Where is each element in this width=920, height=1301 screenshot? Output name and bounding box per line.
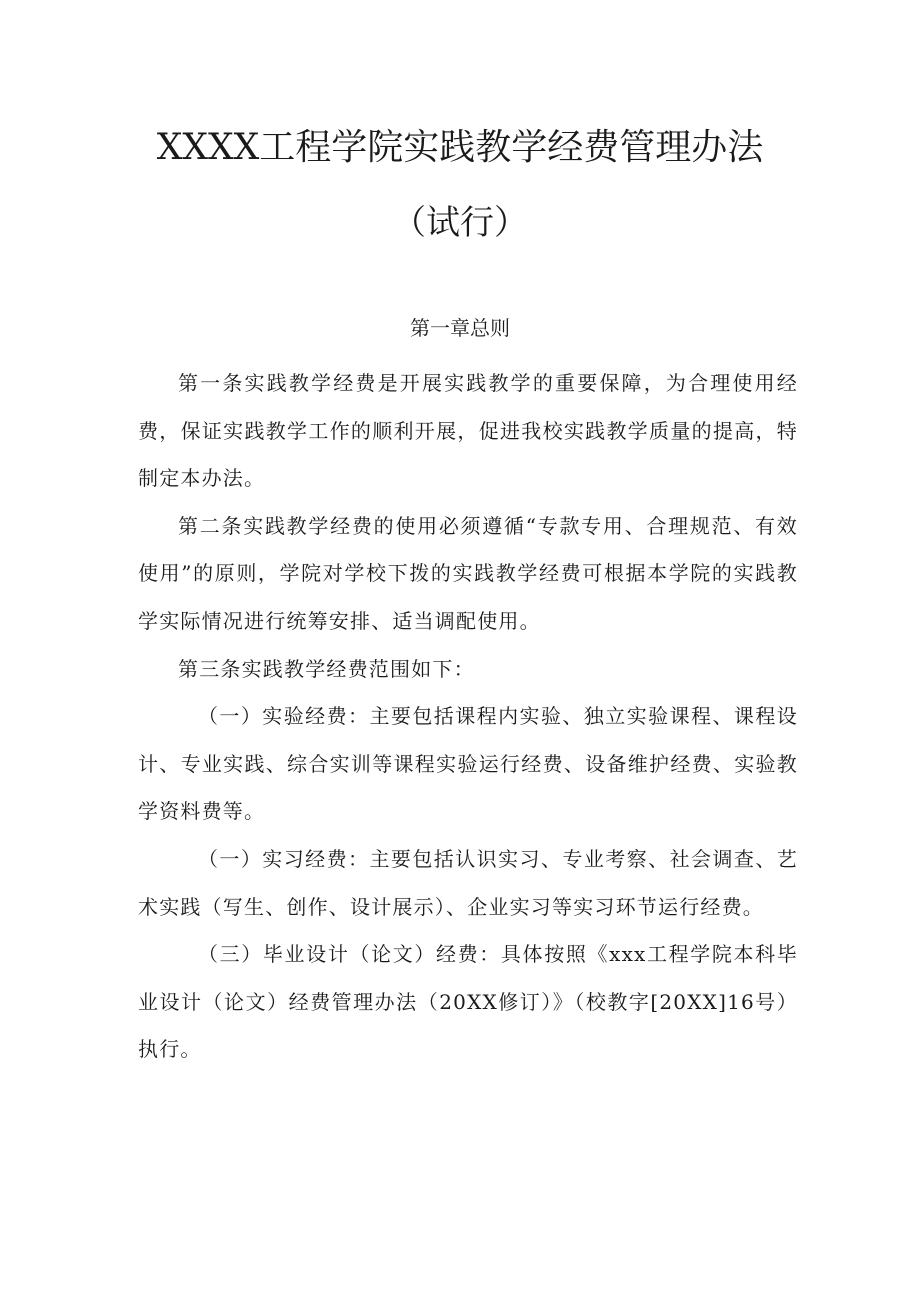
paragraph-item-experiment: （一）实验经费：主要包括课程内实验、独立实验课程、课程设计、专业实践、综合实训等课程实验运行经费、设备维护经费、实验教学资料费等。 [138, 704, 798, 824]
chapter-heading: 第一章总则 [410, 316, 510, 340]
document-body [138, 360, 798, 1074]
paragraph-article-2: 第二条实践教学经费的使用必须遵循“专款专用、合理规范、有效使用”的原则，学院对学校下拨的实践教学经费可根据本学院的实践教学实际情况进行统筹安排、适当调配使用。 [138, 513, 798, 633]
paragraph-article-3: 第三条实践教学经费范围如下： [178, 656, 475, 681]
paragraph-article-1: 第一条实践教学经费是开展实践教学的重要保障，为合理使用经费，保证实践教学工作的顺利开展，促进我校实践教学质量的提高，特制定本办法。 [138, 371, 798, 491]
paragraph-item-internship: （一）实习经费：主要包括认识实习、专业考察、社会调查、艺术实践（写生、创作、设计展示）、企业实习等实习环节运行经费。 [138, 846, 798, 919]
document-title: XXXX工程学院实践教学经费管理办法 [156, 127, 764, 168]
document-subtitle: （试行） [392, 203, 528, 243]
paragraph-item-thesis: （三）毕业设计（论文）经费：具体按照《xxx工程学院本科毕业设计（论文）经费管理办法（20XX修订）》（校教字[20XX]16号）执行。 [138, 942, 798, 1062]
